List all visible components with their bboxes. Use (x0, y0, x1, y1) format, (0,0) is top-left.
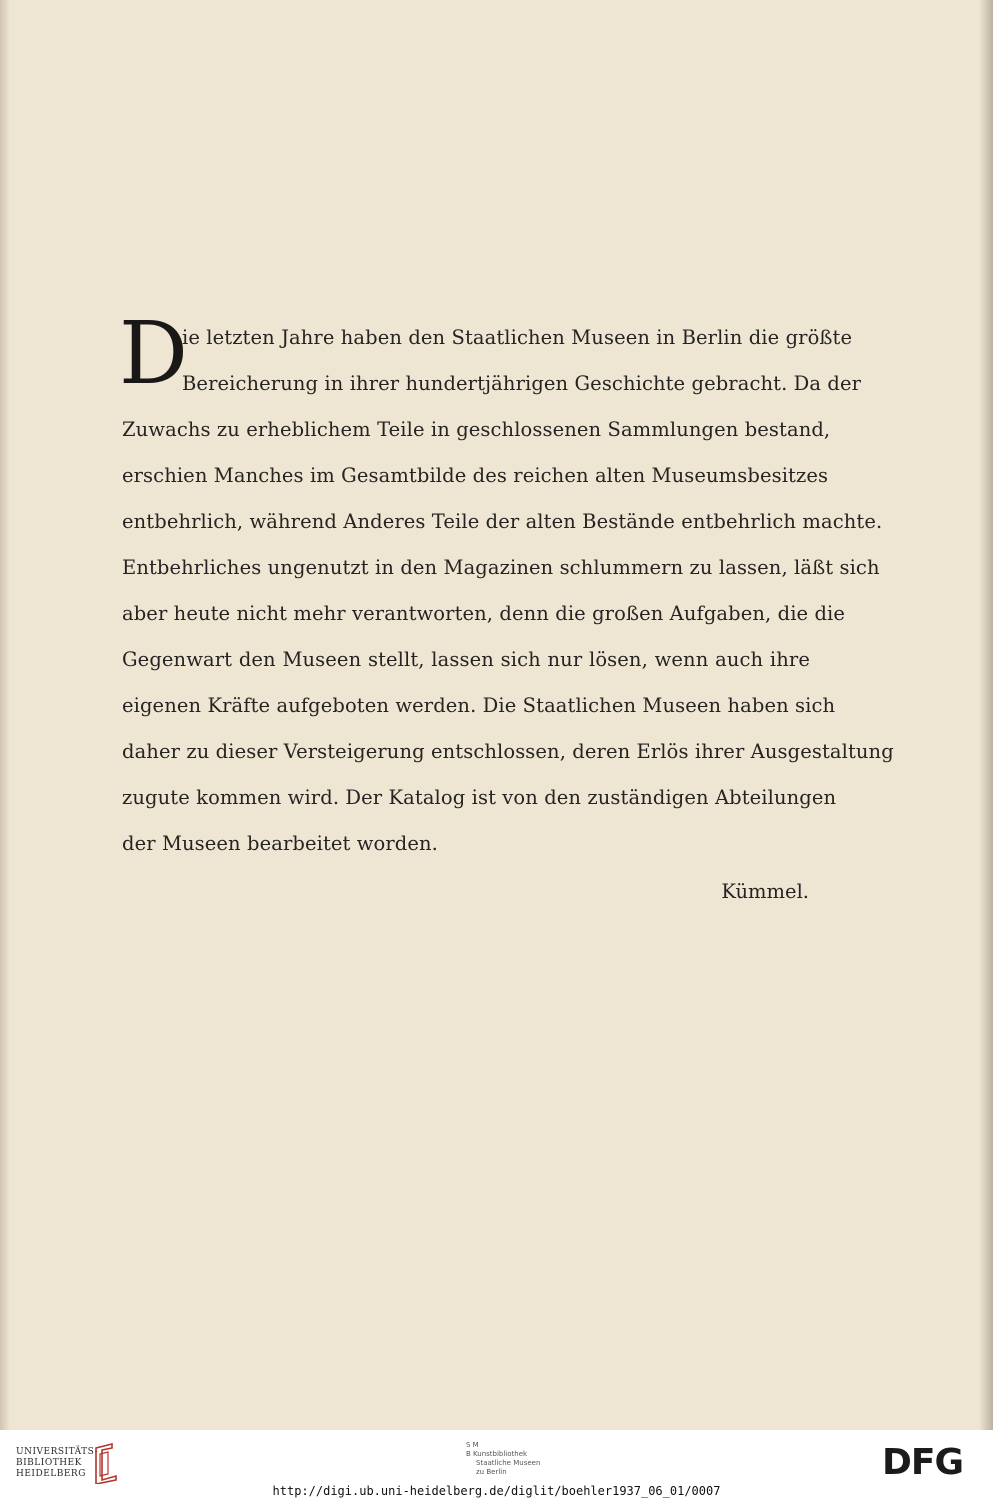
text-line: Bereicherung in ihrer hundertjährigen Geschichte gebracht. Da der (182, 372, 862, 395)
text-line: der Museen bearbeitet worden. (122, 832, 438, 855)
dfg-logo: DFG (882, 1442, 964, 1483)
page-url-link[interactable]: http://digi.ub.uni-heidelberg.de/diglit/boehler1937_06_01/0007 (272, 1484, 721, 1498)
signature: Kümmel. (721, 880, 809, 903)
scan-edge-left (0, 0, 10, 1430)
text-line: eigenen Kräfte aufgeboten werden. Die Staatlichen Museen haben sich (122, 694, 836, 717)
text-line: daher zu dieser Versteigerung entschlossen, deren Erlös ihrer Ausgestaltung (122, 740, 894, 763)
museum-stamp (466, 1441, 540, 1477)
text-line: Entbehrliches ungenutzt in den Magazinen schlummern zu lassen, läßt sich (122, 556, 880, 579)
text-line: Zuwachs zu erheblichem Teile in geschlossenen Sammlungen bestand, (122, 418, 831, 441)
library-name-line: HEIDELBERG (16, 1469, 86, 1479)
drop-cap: D (119, 304, 188, 404)
library-logo-icon (90, 1440, 120, 1484)
stamp-line: B Kunstbibliothek (466, 1450, 528, 1458)
library-name-line: BIBLIOTHEK (16, 1458, 82, 1468)
text-line: erschien Manches im Gesamtbilde des reichen alten Museumsbesitzes (122, 464, 829, 487)
library-name-line: UNIVERSITÄTS- (16, 1447, 99, 1457)
stamp-line: Staatliche Museen (476, 1459, 541, 1467)
text-line: aber heute nicht mehr verantworten, denn die großen Aufgaben, die die (122, 602, 846, 625)
text-line: ie letzten Jahre haben den Staatlichen Museen in Berlin die größte (182, 326, 853, 349)
text-line: entbehrlich, während Anderes Teile der alten Bestände entbehrlich machte. (122, 510, 883, 533)
library-logo-text (16, 1447, 98, 1480)
text-line: zugute kommen wird. Der Katalog ist von den zuständigen Abteilungen (122, 786, 837, 809)
scan-edge-right (979, 0, 993, 1430)
stamp-line: S M (466, 1441, 479, 1449)
text-line: Gegenwart den Museen stellt, lassen sich nur lösen, wenn auch ihre (122, 648, 810, 671)
stamp-line: zu Berlin (476, 1468, 507, 1476)
